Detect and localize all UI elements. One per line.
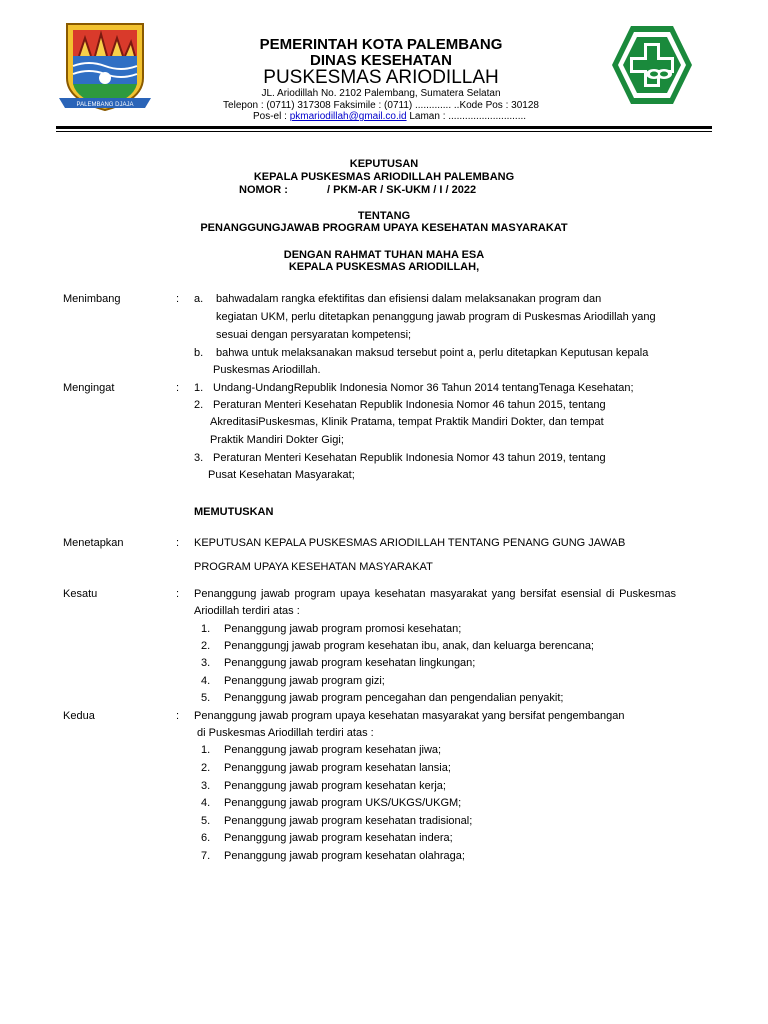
kedua-item-number: 3. (201, 780, 211, 792)
menimbang-a-line: kegiatan UKM, perlu ditetapkan penanggung jawab program di Puskesmas Ariodillah yang (216, 311, 656, 323)
kesatu-item-number: 2. (201, 640, 211, 652)
menimbang-a-line: bahwadalam rangka efektifitas dan efisiensi dalam melaksanakan program dan (216, 293, 602, 305)
title-keputusan: KEPUTUSAN (349, 158, 419, 170)
mengingat-2-marker: 2. (194, 399, 204, 411)
web-label: Laman : ............................ (409, 111, 527, 122)
kesatu-label: Kesatu (63, 588, 98, 600)
kesatu-item-number: 4. (201, 675, 211, 687)
mengingat-3-text: Peraturan Menteri Kesehatan Republik Indonesia Nomor 43 tahun 2019, tentang (213, 452, 606, 464)
mengingat-label: Mengingat (63, 382, 115, 394)
header-government: PEMERINTAH KOTA PALEMBANG (259, 36, 503, 53)
title-kepala2: KEPALA PUSKESMAS ARIODILLAH, (288, 261, 480, 273)
kesatu-colon: : (176, 588, 180, 600)
header-divider-thin (56, 131, 712, 132)
header-address: JL. Ariodillah No. 2102 Palembang, Sumatera Selatan (261, 88, 501, 99)
kedua-item-number: 4. (201, 797, 211, 809)
kedua-item-number: 7. (201, 850, 211, 862)
kedua-item: Penanggung jawab program kesehatan tradisional; (224, 815, 473, 827)
kedua-item-number: 2. (201, 762, 211, 774)
menimbang-a-line: sesuai dengan persyaratan kompetensi; (216, 329, 412, 341)
menimbang-b-line: bahwa untuk melaksanakan maksud tersebut point a, perlu ditetapkan Keputusan kepala (216, 347, 649, 359)
menetapkan-line: PROGRAM UPAYA KESEHATAN MASYARAKAT (194, 561, 433, 573)
mengingat-1-marker: 1. (194, 382, 204, 394)
mengingat-3-text: Pusat Kesehatan Masyarakat; (208, 469, 355, 481)
kedua-colon: : (176, 710, 180, 722)
header-department: DINAS KESEHATAN (310, 52, 452, 69)
email-link[interactable]: pkmariodillah@gmail.co.id (289, 111, 407, 122)
title-rahmat: DENGAN RAHMAT TUHAN MAHA ESA (283, 249, 485, 261)
kedua-item: Penanggung jawab program kesehatan olahraga; (224, 850, 465, 862)
kesatu-item: Penanggung jawab program pencegahan dan pengendalian penyakit; (224, 692, 564, 704)
email-label: Pos-el : (253, 111, 287, 122)
kedua-item: Penanggung jawab program kesehatan lansia; (224, 762, 451, 774)
menimbang-b-line: Puskesmas Ariodillah. (213, 364, 321, 376)
mengingat-3-marker: 3. (194, 452, 204, 464)
header-divider (56, 126, 712, 129)
kedua-intro: di Puskesmas Ariodillah terdiri atas : (197, 727, 374, 739)
mengingat-colon: : (176, 382, 180, 394)
mengingat-2-text: AkreditasiPuskesmas, Klinik Pratama, tempat Praktik Mandiri Dokter, dan tempat (210, 416, 604, 428)
menimbang-colon: : (176, 293, 180, 305)
kedua-item: Penanggung jawab program kesehatan jiwa; (224, 744, 442, 756)
kedua-label: Kedua (63, 710, 95, 722)
header-contact (253, 111, 526, 122)
kedua-item: Penanggung jawab program kesehatan kerja; (224, 780, 446, 792)
menimbang-b-marker: b. (194, 347, 204, 359)
kesatu-intro: Ariodillah terdiri atas : (194, 605, 300, 617)
kedua-item-number: 6. (201, 832, 211, 844)
menetapkan-line: KEPUTUSAN KEPALA PUSKESMAS ARIODILLAH TENTANG PENANG GUNG JAWAB (194, 537, 626, 549)
kesatu-intro: Penanggung jawab program upaya kesehatan masyarakat yang bersifat esensial di Puskesmas (194, 588, 676, 600)
kesatu-item-number: 1. (201, 623, 211, 635)
nomor-value: / PKM-AR / SK-UKM / I / 2022 (326, 184, 477, 196)
menimbang-label: Menimbang (63, 293, 121, 305)
kesatu-item: Penanggung jawab program promosi kesehatan; (224, 623, 462, 635)
mengingat-1-text: Undang-UndangRepublik Indonesia Nomor 36 Tahun 2014 tentangTenaga Kesehatan; (213, 382, 634, 394)
nomor-label: NOMOR : (239, 184, 288, 196)
title-subject: PENANGGUNGJAWAB PROGRAM UPAYA KESEHATAN MASYARAKAT (200, 222, 568, 234)
header-phone: Telepon : (0711) 317308 Faksimile : (0711) ............. ..Kode Pos : 30128 (223, 100, 539, 111)
kedua-intro: Penanggung jawab program upaya kesehatan masyarakat yang bersifat pengembangan (194, 710, 625, 722)
kedua-item: Penanggung jawab program UKS/UKGS/UKGM; (224, 797, 462, 809)
title-kepala: KEPALA PUSKESMAS ARIODILLAH PALEMBANG (253, 171, 515, 183)
menetapkan-colon: : (176, 537, 180, 549)
kesatu-item: Penanggung jawab program gizi; (224, 675, 385, 687)
kedua-item-number: 1. (201, 744, 211, 756)
kedua-item: Penanggung jawab program kesehatan indera; (224, 832, 453, 844)
mengingat-2-text: Peraturan Menteri Kesehatan Republik Indonesia Nomor 46 tahun 2015, tentang (213, 399, 606, 411)
kesatu-item-number: 3. (201, 657, 211, 669)
kesatu-item: Penanggungj jawab program kesehatan ibu, anak, dan keluarga berencana; (224, 640, 594, 652)
kesatu-item: Penanggung jawab program kesehatan lingkungan; (224, 657, 476, 669)
emblem-banner-text: PALEMBANG DJAJA (76, 102, 134, 108)
puskesmas-logo-icon (610, 24, 694, 106)
menimbang-a-marker: a. (194, 293, 204, 305)
header-puskesmas: PUSKESMAS ARIODILLAH (263, 67, 499, 88)
memutuskan-heading: MEMUTUSKAN (194, 506, 274, 518)
title-tentang: TENTANG (357, 210, 411, 222)
kedua-item-number: 5. (201, 815, 211, 827)
menetapkan-label: Menetapkan (63, 537, 124, 549)
mengingat-2-text: Praktik Mandiri Dokter Gigi; (210, 434, 344, 446)
title-nomor (239, 184, 476, 196)
kesatu-item-number: 5. (201, 692, 211, 704)
